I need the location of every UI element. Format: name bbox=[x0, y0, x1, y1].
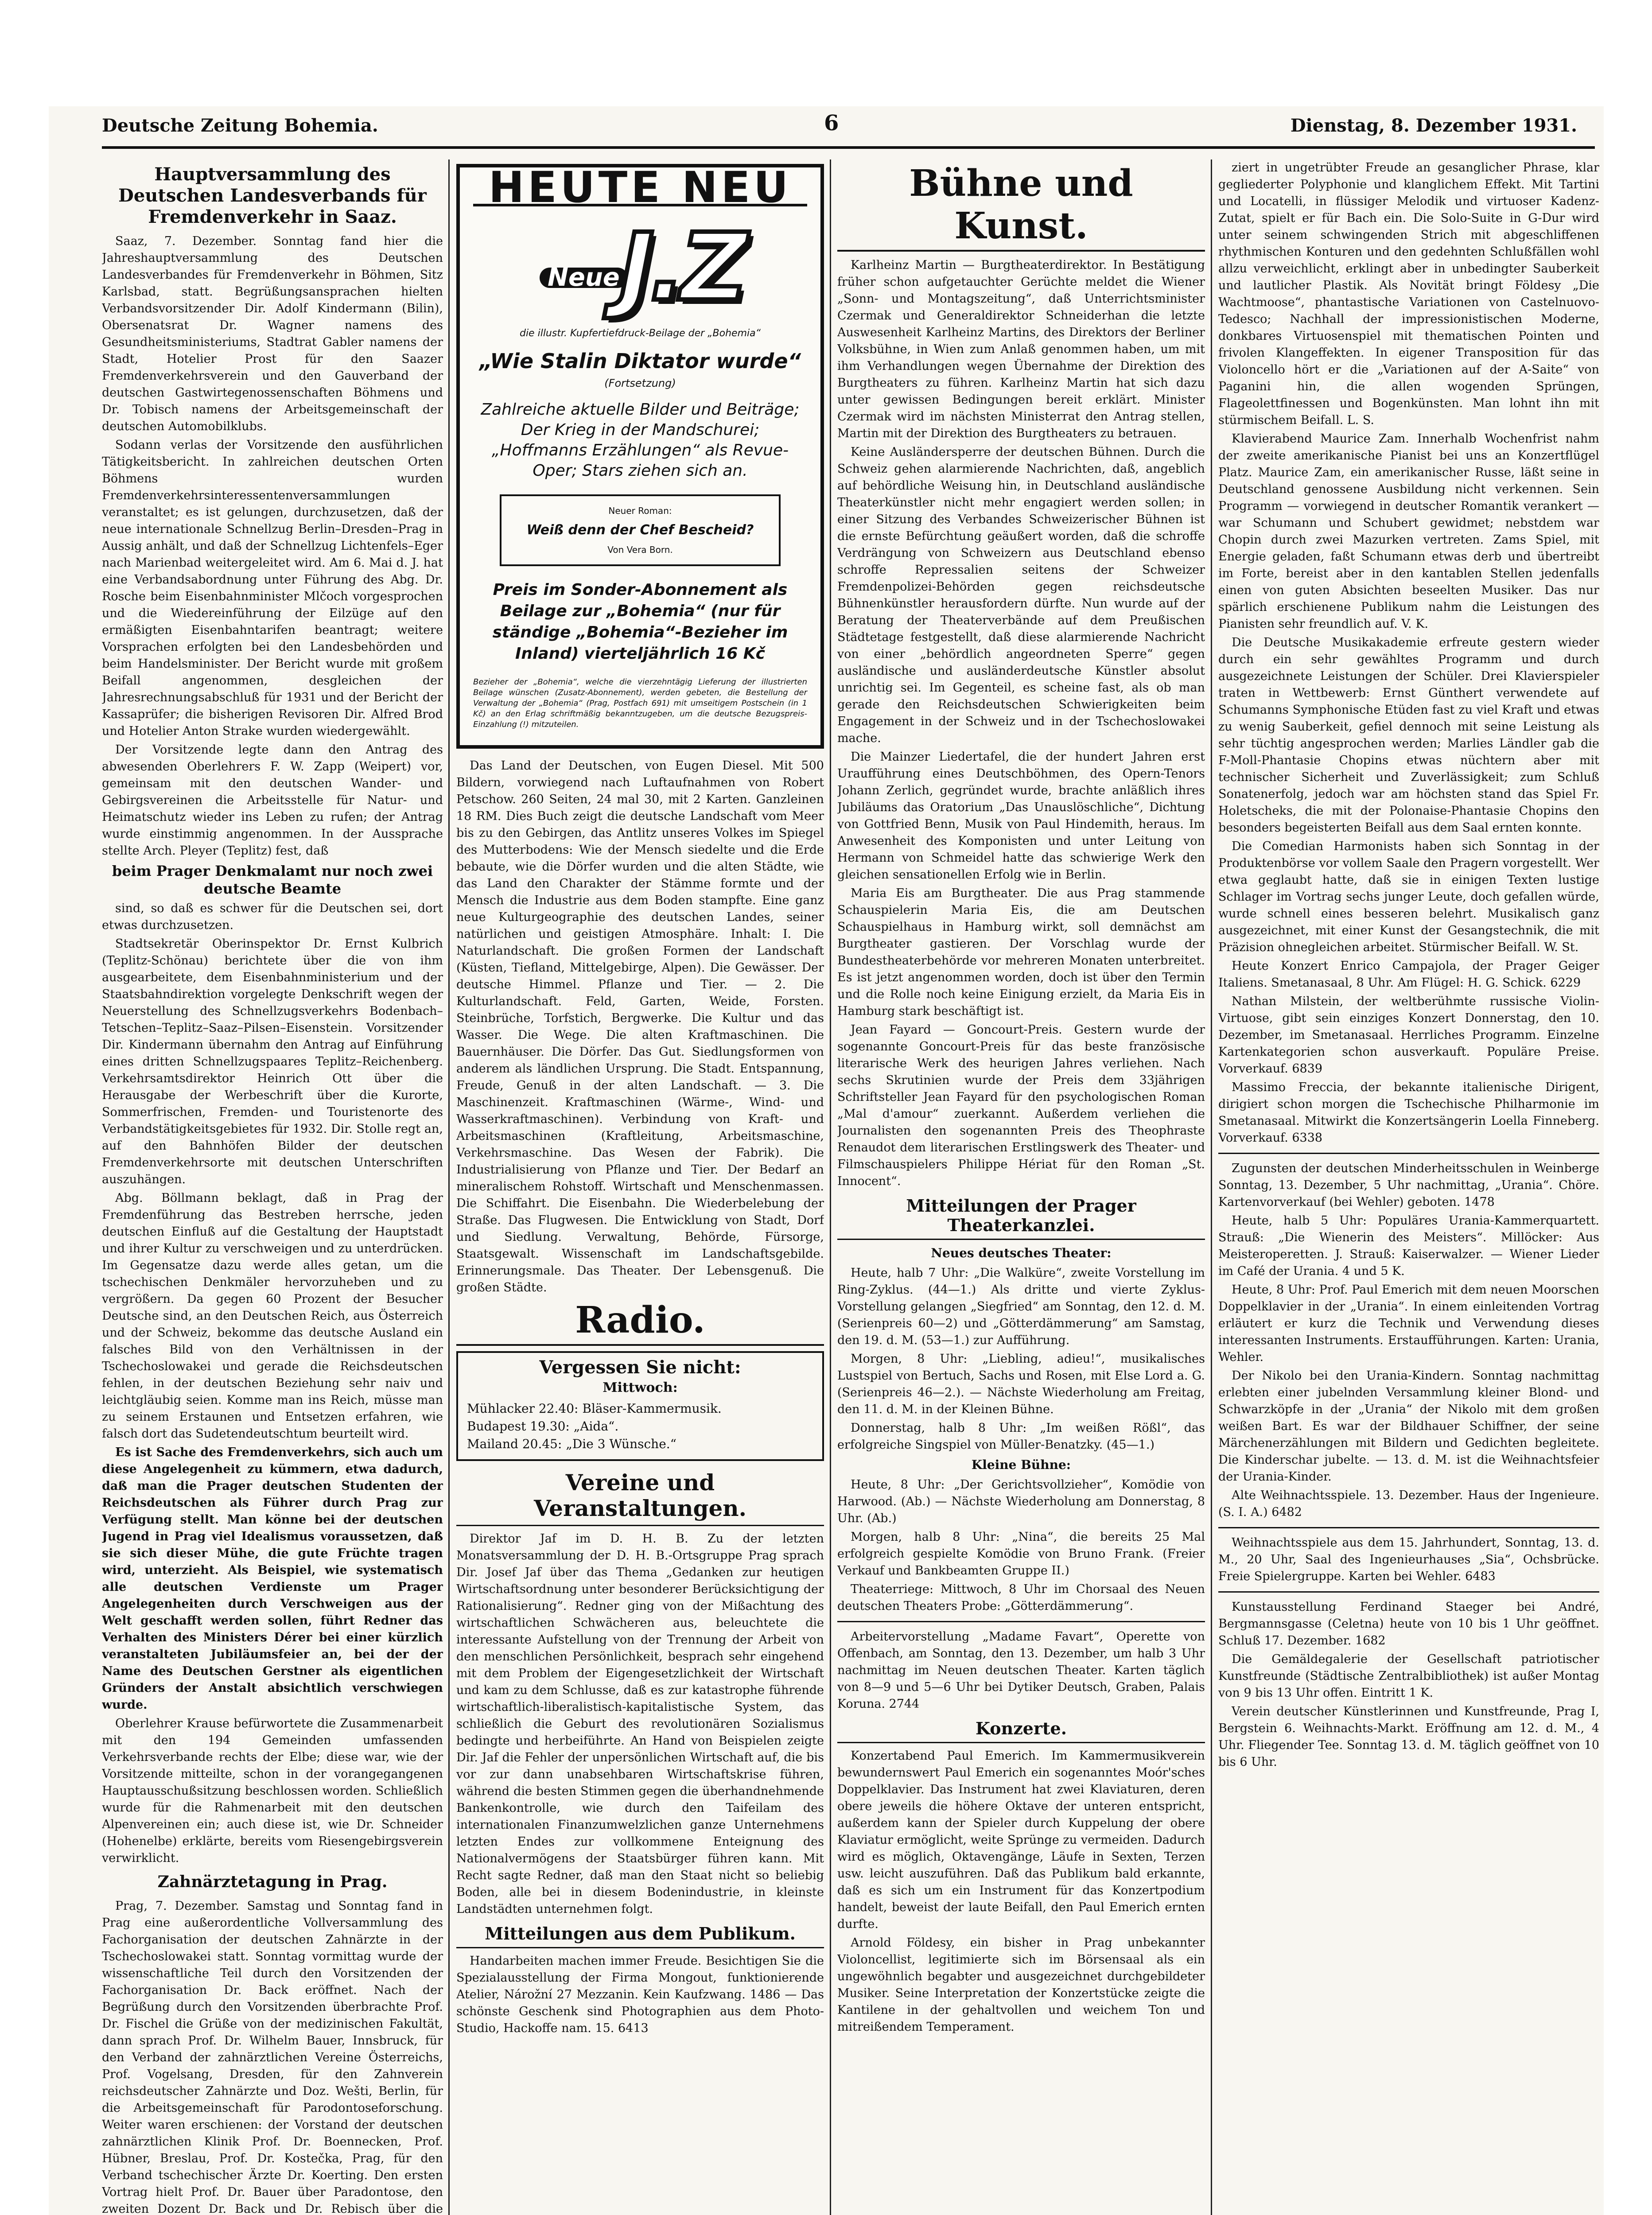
section-title-publikum: Mitteilungen aus dem Publikum. bbox=[456, 1924, 824, 1948]
article-paragraph: Heute, 8 Uhr: Prof. Paul Emerich mit dem neuen Moorschen Doppelklavier in der „Urania“. In einem einleitenden Vortrag erläutert er kurz die Technik und Verwendung dieses interessanten Instruments. Erstaufführungen. Karten: Urania, Wehler. bbox=[1218, 1283, 1599, 1364]
article-paragraph: Arbeitervorstellung „Madame Favart“, Operette von Offenbach, am Sonntag, den 13. Dezember, um halb 3 Uhr nachmittag im Neuen deutschen Theater. Karten täglich von 8—9 und 5—6 Uhr bei Dytiker Deutsch, Graben, Palais Koruna. 2744 bbox=[837, 1630, 1205, 1711]
article-paragraph: Massimo Freccia, der bekannte italienische Dirigent, dirigiert schon morgen die Tschechische Philharmonie im Smetanasaal. Mitwirkt die Konzertsängerin Loella Finneberg. Vorverkauf. 6338 bbox=[1218, 1080, 1599, 1145]
ad-body: Zahlreiche aktuelle Bilder und Beiträge; Der Krieg in der Mandschurei; „Hoffmanns Erzählungen“ als Revue-Oper; Stars ziehen sich an. bbox=[481, 400, 800, 480]
radio-item: Mailand 20.45: „Die 3 Wünsche.“ bbox=[467, 1437, 676, 1451]
article-paragraph: Die Gemäldegalerie der Gesellschaft patriotischer Kunstfreunde (Städtische Zentralbibliothek) ist außer Montag von 9 bis 13 Uhr offen. Eintritt 1 K. bbox=[1218, 1652, 1599, 1700]
article-subhead: beim Prager Denkmalamt nur noch zwei deutsche Beamte bbox=[112, 863, 433, 897]
column-rule bbox=[830, 159, 831, 2215]
article-paragraph: Direktor Jaf im D. H. B. Zu der letzten Monatsversammlung der D. H. B.-Ortsgruppe Prag sprach Dir. Josef Jaf über das Thema „Gedanken zur heutigen Wirtschaftsordnung unter besonderer Berücksichtigung der Rationalisierung“. Redner ging von der Mißachtung des wirtschaftlichen Schwächeren aus, beleuchtete die interessante Aufstellung von der Trennung der Arbeit von den menschlichen Persönlichkeit, besprach sehr eingehend mit dem Problem der Eigengesetzlichkeit der Wirtschaft und kam zu dem Schlusse, daß es zur katastrophe führende wirtschaftlich-liberalistisch-kapitalistische System, das schließlich die Geburt des revolutionären Sozialismus bedingte und herbeiführte. An Hand von Beispielen zeigte Dir. Jaf die Fehler der unpersönlichen Wirtschaft auf, die bis vor zur dann unabsehbaren Wirtschaftskrise führen, während die besten Stimmen gegen die überhandnehmende Bankenkontrolle, wie durch den Taifeilam des internationalen Finanzumwelzlichen ganze Unternehmens letzten Endes zur vollkommene Enteignung des Nationalvermögens der Staatsbürger führen kann. Mit Recht sagte Redner, daß man den Staat nicht so beliebig Boden, alle bei in diesem Bodenindustrie, in kleinste Landstädten unternehmen folgt. bbox=[456, 1532, 824, 1916]
section-title-buehne: Bühne und Kunst. bbox=[837, 162, 1205, 252]
logo-jz: J.Z bbox=[619, 213, 744, 322]
venue-heading: Neues deutsches Theater: bbox=[931, 1246, 1112, 1260]
article-paragraph: Die Deutsche Musikakademie erfreute gestern wieder durch ein sehr gewähltes Programm und durch ausgezeichnete Leistungen der Schüler. Drei Klavierspieler traten in Wettbewerb: Ernst Günthert verwendete auf Schumanns Symphonische Etüden fast zu viel Kraft und etwas zu wenig Sauberkeit, gefiel dennoch mit seine Leistung als sehr tüchtig angesprochen werden; Marlies Ländler gab die F-Moll-Phantasie Chopins etwas nüchtern aber mit technischer Sicherheit und Zuverlässigkeit; zum Schluß Sonatenerfolg, jedoch war am höchsten stand das Spiel Fr. Holetscheks, die mit der Polonaise-Phantasie Chopins den besonders begeisterten Beifall aus dem Saal ernten konnte. bbox=[1218, 636, 1599, 835]
article-paragraph: Keine Ausländersperre der deutschen Bühnen. Durch die Schweiz gehen alarmierende Nachrichten, daß, angeblich auf behördliche Weisung hin, in Deutschland ausländische Theaterkünstler nicht mehr engagiert werden sollen; in einer Sitzung des Verbandes Schweizerischer Bühnen ist die ernste Befürchtung geäußert worden, daß die schroffe Verdrängung von Schweizern aus Deutschland ebenso schroffe Repressalien seitens der Schweizer Fremdenpolizei-Behörden gegen reichsdeutsche Bühnenkünstler herausfordern dürfte. Nun wurde auf der Beratung der Theaterverbände auf dem Preußischen Städtetage festgestellt, daß diese alarmierende Nachricht von einer „behördlich angeordneten Sperre“ gegen ausländische und ausländerdeutsche Künstler absolut unrichtig sei. Im Gegenteil, es scheine fast, als ob man gerade den Reichsdeutschen Schwierigkeiten beim Engagement in der Schweiz und in der Tschechoslowakei mache. bbox=[837, 445, 1205, 745]
ad-novel-title: Weiß denn der Chef Bescheid? bbox=[526, 522, 754, 538]
article-paragraph: Handarbeiten machen immer Freude. Besichtigen Sie die Spezialausstellung der Firma Mongout, funktionierende Atelier, Nárožní 27 Mezzanin. Kein Kaufzwang. 1486 — Das schönste Geschenk sind Photographien aus dem Photo-Studio, Hackoffe nam. 15. 6413 bbox=[456, 1954, 824, 2035]
article-paragraph: Es ist Sache des Fremdenverkehrs, sich auch um diese Angelegenheit zu kümmern, etwa dadurch, daß man die Prager deutschen Studenten der Reichsdeutschen als Führer durch Prag zur Verfügung stellt. Man könne bei der deutschen Jugend in Prag viel Idealismus voraussetzen, daß sie sich dieser Mühe, die gute Früchte tragen wird, unterzieht. Als Beispiel, wie systematisch alle deutschen Verdienste um Prager Angelegenheiten durch Verschweigen aus der Welt geschafft werden sollen, führt Redner das Verhalten des Ministers Dérer bei einer kürzlich veranstalteten Jubiläumsfeier an, bei der der Name des Deutschen Gerstner als eigentlichen Gründers der Anstalt absichtlich verschwiegen wurde. bbox=[102, 1446, 443, 1712]
divider bbox=[837, 1621, 1205, 1622]
venue-heading: Kleine Bühne: bbox=[971, 1457, 1071, 1472]
jz-logo bbox=[473, 213, 807, 322]
section-title-radio: Radio. bbox=[456, 1299, 824, 1346]
article-paragraph: Der Nikolo bei den Urania-Kindern. Sonntag nachmittag erlebten einer jubelnden Versammlung kleiner Blond- und Schwarzköpfe in der „Urania“ der Nikolo mit dem großen weißen Bart. Es war der Bildhauer Schiffner, der seine Märchenerzählungen mit Bildern und Gedichten begleitete. Die Kinderschar jubelte. — 13. d. M. ist die Weihnachtsfeier der Urania-Kinder. bbox=[1218, 1369, 1599, 1484]
article-paragraph: Prag, 7. Dezember. Samstag und Sonntag fand in Prag eine außerordentliche Vollversammlung des Fachorganisation der deutschen Zahnärzte in der Tschechoslowakei statt. Sonntag vormittag wurde der wissenschaftliche Teil durch den Vorsitzenden der Fachorganisation Dr. Back eröffnet. Nach der Begrüßung durch den Vorsitzenden überbrachte Prof. Dr. Fischel die Grüße von der medizinischen Fakultät, dann sprach Prof. Dr. Wilhelm Bauer, Innsbruck, für den Verband der zahnärztlichen Vereine Österreichs, Prof. Vogelsang, Dresden, für den Zahnverein reichsdeutscher Zahnärzte und Doz. Wešti, Berlin, für die Arbeitsgemeinschaft für Parodontoseforschung. Weiter waren erschienen: der Vorstand der deutschen zahnärztlichen Klinik Prof. Dr. Boennecken, Prof. Hübner, Breslau, Prof. Dr. Kostečka, Prag, für den Verband tschechischer Ärzte Dr. Koerting. Den ersten Vortrag hielt Prof. Dr. Bauer über Paradontose, den zweiten Dozent Dr. Back und Dr. Rebisch über die bbox=[102, 1899, 443, 2215]
article-paragraph: Zugunsten der deutschen Minderheitsschulen in Weinberge Sonntag, 13. Dezember, 5 Uhr nachmittag, „Urania“. Chöre. Kartenvorverkauf (bei Wehler) geboten. 1478 bbox=[1218, 1162, 1599, 1209]
article-paragraph: Der Vorsitzende legte dann den Antrag des abwesenden Oberlehrers F. W. Zapp (Weipert) vor, gemeinsam mit den deutschen Wander- und Gebirgsvereinen die Arbeitsstelle für Natur- und Heimatschutz wieder ins Leben zu rufen; der Antrag wurde einstimmig angenommen. In der Aussprache stellte Arch. Pleyer (Teplitz) fest, daß bbox=[102, 743, 443, 858]
article-paragraph: Verein deutscher Künstlerinnen und Kunstfreunde, Prag I, Bergstein 6. Weihnachts-Markt. Eröffnung am 12. d. M., 4 Uhr. Fliegender Tee. Sonntag 13. d. M. täglich geöffnet von 10 bis 6 Uhr. bbox=[1218, 1705, 1599, 1769]
ad-fineprint: Bezieher der „Bohemia“, welche die vierzehntägig Lieferung der illustrierten Beilage wünschen (Zusatz-Abonnement), werden gebeten, die Bestellung der Verwaltung der „Bohemia“ (Prag, Postfach 691) mit umseitigem Postschein (in 1 Kč) an den Erlag schriftmäßig bekanntzugeben, um die deutsche Bezugspreis-Einzahlung (!) mitzuteilen. bbox=[473, 677, 807, 729]
article-paragraph: sind, so daß es schwer für die Deutschen sei, dort etwas durchzusetzen. bbox=[102, 902, 443, 932]
article-paragraph: Kunstausstellung Ferdinand Staeger bei André, Bergmannsgasse (Celetna) heute von 10 bis 1 Uhr geöffnet. Schluß 17. Dezember. 1682 bbox=[1218, 1600, 1599, 1648]
article-paragraph: Morgen, 8 Uhr: „Liebling, adieu!“, musikalisches Lustspiel von Bertuch, Sachs und Rosen, mit Else Lord a. G. (Serienpreis 46—2.). — Nächste Wiederholung am Freitag, den 11. d. M. in der Kleinen Bühne. bbox=[837, 1352, 1205, 1416]
ad-headline: „Wie Stalin Diktator wurde“ bbox=[479, 349, 801, 373]
issue-date: Dienstag, 8. Dezember 1931. bbox=[1290, 115, 1577, 136]
header-rule bbox=[102, 146, 1595, 149]
radio-box bbox=[456, 1351, 824, 1461]
column-4 bbox=[1218, 159, 1599, 2215]
article-paragraph: Konzertabend Paul Emerich. Im Kammermusikverein bewundernswert Paul Emerich ein sogenanntes Moór'sches Doppelklavier. Das Instrument hat zwei Klaviaturen, deren obere jeweils die höhere Oktave der unteren entspricht, außerdem kann der Spieler durch Kuppelung der obere Klaviatur ermöglicht, weite Sprünge zu vermeiden. Dadurch wird es möglich, Oktavengänge, Läufe in Sexten, Terzen usw. leicht auszuführen. Daß das Publikum bald erkannte, daß es sich um ein Instrument für das Konzertpodium handelt, beweist der laute Beifall, den Paul Emerich ernten durfte. bbox=[837, 1749, 1205, 1931]
article-headline: Hauptversammlung des Deutschen Landesverbands für Fremdenverkehr in Saaz. bbox=[118, 164, 427, 227]
ad-novel-box bbox=[500, 494, 781, 566]
article-paragraph: Maria Eis am Burgtheater. Die aus Prag stammende Schauspielerin Maria Eis, die am Deutschen Schauspielhaus in Hamburg wirkt, soll demnächst am Burgtheater gastieren. Der Vorschlag wurde der Bundestheaterbehörde vor mehreren Monaten unterbreitet. Es ist jetzt angenommen worden, doch ist über den Termin und die Rolle noch keine Einigung erzielt, da Maria Eis in Hamburg stark beschäftigt ist. bbox=[837, 886, 1205, 1018]
article-paragraph: Jean Fayard — Goncourt-Preis. Gestern wurde der sogenannte Goncourt-Preis für das beste französische literarische Werk des heurigen Jahres verliehen. Nach sechs Skrutinien wurde der Preis dem 33jährigen Schriftsteller Jean Fayard für den psychologischen Roman „Mal d'amour“ zuerkannt. Außerdem verliehen die Journalisten den sogenannten Preis des Theophraste Renaudot dem literarischen Erstlingswerk des Theater- und Filmschauspielers Philippe Hériat für den Roman „St. Innocent“. bbox=[837, 1023, 1205, 1188]
article-paragraph: ziert in ungetrübter Freude an gesanglicher Phrase, klar gegliederter Polyphonie und klanglichem Effekt. Mit Tartini und Locatelli, in flüssiger Melodik und virtuoser Kadenz-Zutat, spielt er für Bach ein. Die Solo-Suite in G-Dur wird unter seinem schwingenden Strich mit abgeschliffenen rhythmischen Konturen und den gedehnten Schlußfällen wohl allzu verweichlicht, erklingt aber in unbedingter Sauberkeit und lautlicher Plastik. Als Novität bringt Földesy „Die Wachtmoose“, phantastische Variationen von Castelnuovo-Tedesco; Nachhall der impressionistischen Moderne, donkbares Virtuosenspiel mit thematischen Pointen und frivolen Klangeffekten. In eigener Transposition für das Violoncello hört er die „Variationen auf der A-Saite“ von Paganini hin, die allen wogenden Sprüngen, Flageolettfinessen und Bogenkünsten. Man lohnt ihn mit stürmischem Beifall. L. S. bbox=[1218, 161, 1599, 427]
article-paragraph: Sodann verlas der Vorsitzende den ausführlichen Tätigkeitsbericht. In zahlreichen deutschen Orten Böhmens wurden Fremdenverkehrsinteressentenversammlungen veranstaltet; es ist gelungen, durchzusetzen, daß der neue internationale Schnellzug Berlin–Dresden–Prag in Aussig anhält, und daß der Schnellzug Lichtenfels–Eger nach Marienbad weitergeleitet wird. Am 6. Mai d. J. hat eine Verbandsabordnung unter Führung des Abg. Dr. Rosche beim Eisenbahnminister Mlčoch vorgesprochen und die Wiedereinführung der Eilzüge auf den ermäßigten Eisenbahntarifen beantragt; weitere Vorsprachen erfolgten bei den Landesbehörden und beim Handelsminister. Der Bericht wurde mit großem Beifall angenommen, desgleichen der Jahresrechnungsabschluß für 1931 und der Bericht der Kassaprüfer; die bisherigen Revisoren Dir. Alfred Brod und Hotelier Anton Strake wurden wiedergewählt. bbox=[102, 438, 443, 738]
masthead-title: Deutsche Zeitung Bohemia. bbox=[102, 115, 378, 136]
divider bbox=[1218, 1591, 1599, 1593]
ad-novel-author: Von Vera Born. bbox=[607, 544, 673, 555]
ad-continued: (Fortsetzung) bbox=[604, 377, 676, 389]
book-review: Das Land der Deutschen, von Eugen Diesel. Mit 500 Bildern, vorwiegend nach Luftaufnahmen von Robert Petschow. 260 Seiten, 24 mal 30, mit 2 Karten. Ganzleinen 18 RM. Dies Buch zeigt die deutsche Landschaft vom Meer bis zu den Gebirgen, das Antlitz unseres Volkes im Spiegel des Mutterbodens: Wie der Mensch siedelte und die Erde bebaute, wie die Dörfer wurden und die alten Städte, wie das Land den Charakter der Stämme formte und der Mensch die Industrie aus dem Boden stampfte. Eine ganz neue Kulturgeographie des deutschen Landes, seiner natürlichen und geistigen Atmosphäre. Inhalt: I. Die Naturlandschaft. Die großen Formen der Landschaft (Küsten, Tiefland, Mittelgebirge, Alpen). Die Gewässer. Der deutsche Himmel. Pflanze und Tier. — 2. Die Kulturlandschaft. Feld, Garten, Weide, Forsten. Steinbrüche, Torfstich, Bergwerke. Die Kultur und das Wasser. Die Wege. Die alten Kraftmaschinen. Die Bauernhäuser. Die Dörfer. Das Gut. Siedlungsformen von anderem als ländlichen Ursprung. Die Stadt. Entspannung, Freude, Genuß in der alten Landschaft. — 3. Die Maschinenzeit. Kraftmaschinen (Wärme-, Wind- und Wasserkraftmaschinen). Verbindung von Kraft- und Arbeitsmaschinen (Kraftleitung, Arbeitsmaschine, Verkehrsmaschine. Das Wesen der Fabrik). Die Industrialisierung von Pflanze und Tier. Der Bedarf an mineralischem Rohstoff. Wirtschaft und Menschenmassen. Die Schiffahrt. Die Eisenbahn. Die Wiederbelebung der Straße. Das Flugwesen. Die Entwicklung von Stadt, Dorf und Siedlung. Verwaltung, Behörde, Fürsorge, Staatsgewalt. Wissenschaft im Landschaftsgebilde. Erinnerungsmale. Das Theater. Der Lebensgenuß. Die großen Städte. bbox=[456, 759, 824, 1294]
ad-title: HEUTE NEU bbox=[473, 179, 807, 206]
column-3 bbox=[837, 159, 1205, 2215]
column-rule bbox=[1211, 159, 1212, 2215]
article-paragraph: Abg. Böllmann beklagt, daß in Prag der Fremdenführung das Bestreben herrsche, jeden deutschen Einfluß auf die Gestaltung der Hauptstadt und ihrer Kultur zu verschweigen und zu unterdrücken. Im Gegensatze dazu werde alles getan, um die tschechischen Denkmäler hervorzuheben und zu vergrößern. Da gegen 60 Prozent der Besucher Deutsche sind, an den Deutschen Reich, aus Österreich und der Schweiz, bekomme das deutsche Ausland ein falsches Bild von den Verhältnissen in der Tschechoslowakei und gerade die Reichsdeutschen fehlen, in der deutschen Beziehung sehr naiv und leichtgläubig seien. Komme man ins Reich, müsse man zu seinem Erstaunen und Entsetzen erfahren, wie falsch dort das Sudetendeutschtum beurteilt wird. bbox=[102, 1191, 443, 1441]
section-title-konzerte: Konzerte. bbox=[837, 1719, 1205, 1743]
article-paragraph: Heute, halb 5 Uhr: Populäres Urania-Kammerquartett. Strauß: „Die Wienerin des Meisters“. Millöcker: Aus Meisteroperetten. J. Strauß: Kaiserwalzer. — Wiener Lieder im Café der Urania. 4 und 5 K. bbox=[1218, 1214, 1599, 1278]
article-paragraph: Nathan Milstein, der weltberühmte russische Violin-Virtuose, gibt sein einziges Konzert Donnerstag, den 10. Dezember, im Smetanasaal. Herrliches Programm. Einzelne Kartenkategorien schon ausverkauft. Populäre Preise. Vorverkauf. 6839 bbox=[1218, 995, 1599, 1076]
section-title-theaterkanzlei: Mitteilungen der Prager Theaterkanzlei. bbox=[837, 1196, 1205, 1240]
ad-price: Preis im Sonder-Abonnement als Beilage zur „Bohemia“ (nur für ständige „Bohemia“-Bezieher im Inland) vierteljährlich 16 Kč bbox=[492, 581, 788, 663]
article-paragraph: Heute, 8 Uhr: „Der Gerichtsvollzieher“, Komödie von Harwood. (Ab.) — Nächste Wiederholung am Donnerstag, 8 Uhr. (Ab.) bbox=[837, 1478, 1205, 1525]
article-paragraph: Die Mainzer Liedertafel, die der hundert Jahren erst Uraufführung eines Deutschböhmen, des Opern-Tenors Johann Zerlich, gegründet wurde, brachte anläßlich ihres Jubiläums das Oratorium „Das Unauslöschliche“, Dichtung von Gottfried Benn, Musik von Paul Hindemith, heraus. Im Anwesenheit des Komponisten und unter Leitung von Hermann von Schmeidel hatte das schwierige Werk den gleichen sensationellen Erfolg wie in Berlin. bbox=[837, 750, 1205, 882]
article-headline: Zahnärztetagung in Prag. bbox=[157, 1873, 388, 1891]
article-paragraph: Alte Weihnachtsspiele. 13. Dezember. Haus der Ingenieure. (S. I. A.) 6482 bbox=[1218, 1488, 1599, 1519]
radio-day: Mittwoch: bbox=[602, 1380, 678, 1395]
radio-item: Budapest 19.30: „Aida“. bbox=[467, 1419, 619, 1434]
article-paragraph: Saaz, 7. Dezember. Sonntag fand hier die Jahreshauptversammlung des Deutschen Landesverbandes für Fremdenverkehr in Böhmen, Sitz Karlsbad, statt. Begrüßungsansprachen hielten Verbandsvorsitzender Dir. Adolf Kindermann (Bilin), Obersenatsrat Dr. Wagner namens des Gesundheitsministeriums, Stadtrat Gabler namens der Stadt, Hotelier Prost für den Saazer Fremdenverkehrsverein und den Gauverband der deutschen Gastwirtegenossenschaften Böhmens und Dr. Tobisch namens der Arbeitsgemeinschaft der deutschen Automobilklubs. bbox=[102, 234, 443, 433]
article-paragraph: Karlheinz Martin — Burgtheaterdirektor. In Bestätigung früher schon aufgetauchter Gerüchte meldet die Wiener „Sonn- und Montagszeitung“, daß Unterrichtsminister Czermak und Generaldirektor Schneiderhan die letzte Auswesenheit Karlheinz Martins, des Direktors der Berliner Volksbühne, in Wien zum Anlaß genommen haben, um mit ihm Verhandlungen wegen Übernahme der Direktion des Burgtheaters zu führen. Karlheinz Martin hat sich dazu unter gewissen Bedingungen bereit erklärt. Minister Czermak wird im nächsten Ministerrat den Antrag stellen, Martin mit der Direktion des Burgtheaters zu betrauen. bbox=[837, 258, 1205, 440]
radio-item: Mühlacker 22.40: Bläser-Kammermusik. bbox=[467, 1401, 722, 1416]
article-paragraph: Stadtsekretär Oberinspektor Dr. Ernst Kulbrich (Teplitz-Schönau) berichtete über die von ihm ausgearbeitete, dem Eisenbahnministerium und der Staatsbahndirektion vorgelegte Denkschrift wegen der Neuerstellung des Schnellzugsverkehrs Bodenbach–Tetschen–Teplitz–Saaz–Pilsen–Eisenstein. Vorsitzender Dir. Kindermann übernahm den Antrag auf Einführung eines dritten Schnellzugspaares Teplitz–Reichenberg. Verkehrsamtsdirektor Heinrich Ott über die Herausgabe der Werbeschrift über die Kurorte, Sommerfrischen, Fremden- und Touristenorte des Verbandstätigkeitsgebietes für 1932. Dir. Stolle regt an, auf den Bahnhöfen Bilder der deutschen Fremdenverkehrsorte mit deutschen Unterschriften auszuhängen. bbox=[102, 937, 443, 1186]
article-paragraph: Klavierabend Maurice Zam. Innerhalb Wochenfrist nahm der zweite amerikanische Pianist bei uns an Konzertflügel Platz. Maurice Zam, ein amerikanischer Russe, läßt seine in Deutschland genossene Ausbildung nicht verkennen. Sein Programm — vorwiegend in deutscher Romantik verankert — war Schumann und Schubert gewidmet; nebstdem war Chopin durch zwei Mazurken vertreten. Zams Spiel, mit Energie geladen, faßt Schumann etwas derb und übertreibt im Forte, bereist aber in den kantablen Stellen jedenfalls einen von guten Absichten beseelten Musiker. Das nur spärlich erschienene Publikum nahm die Leistungen des Pianisten sehr freundlich auf. V. K. bbox=[1218, 432, 1599, 631]
ad-tagline: die illustr. Kupfertiefdruck-Beilage der „Bohemia“ bbox=[519, 328, 761, 339]
divider bbox=[1218, 1153, 1599, 1154]
advertisement bbox=[456, 164, 824, 749]
logo-neue: Neue bbox=[540, 268, 628, 288]
running-head bbox=[49, 111, 1604, 142]
page-number: 6 bbox=[824, 111, 839, 136]
column-1 bbox=[102, 159, 443, 2215]
article-paragraph: Heute, halb 7 Uhr: „Die Walküre“, zweite Vorstellung im Ring-Zyklus. (44—1.) Als dritte und vierte Zyklus-Vorstellung gelangen „Siegfried“ am Sonntag, den 12. d. M. (Serienpreis 60—2) und „Götterdämmerung“ am Samstag, den 19. d. M. (53—1.) zur Aufführung. bbox=[837, 1266, 1205, 1347]
article-paragraph: Donnerstag, halb 8 Uhr: „Im weißen Rößl“, das erfolgreiche Singspiel von Müller-Benatzky. (45—1.) bbox=[837, 1421, 1205, 1452]
article-paragraph: Oberlehrer Krause befürwortete die Zusammenarbeit mit den 194 Gemeinden umfassenden Verkehrsverbande rechts der Elbe; diese war, wie der Vorsitzende mitteilte, schon in der vorangegangenen Hauptausschußsitzung beschlossen worden. Schließlich wurde für die Rahmenarbeit mit den deutschen Alpenvereinen ein; auch diese ist, wie Dr. Schneider (Hohenelbe) erklärte, bereits vom Riesengebirgsverein verwirklicht. bbox=[102, 1717, 443, 1865]
radio-box-title: Vergessen Sie nicht: bbox=[539, 1357, 741, 1378]
article-paragraph: Arnold Földesy, ein bisher in Prag unbekannter Violoncellist, legitimierte sich im Börsensaal als ein ungewöhnlich begabter und ausgezeichnet durchgebildeter Musiker. Seine Interpretation der Konzertstücke zeigte die Kantilene in der gehaltvollen und weichem Ton und mitreißendem Temperament. bbox=[837, 1936, 1205, 2034]
article-paragraph: Theaterriege: Mittwoch, 8 Uhr im Chorsaal des Neuen deutschen Theaters Probe: „Götterdämmerung“. bbox=[837, 1582, 1205, 1613]
article-paragraph: Weihnachtsspiele aus dem 15. Jahrhundert, Sonntag, 13. d. M., 20 Uhr, Saal des Ingenieurhauses „Sia“, Ochsbrücke. Freie Spielergruppe. Karten bei Wehler. 6483 bbox=[1218, 1536, 1599, 1583]
article-paragraph: Die Comedian Harmonists haben sich Sonntag in der Produktenbörse vor vollem Saale den Pragern vorgestellt. Wer etwa geglaubt hatte, daß sie in einigen Texten lustige Schlager im Vortrag sechs junger Leute, doch gefallen würde, wurde schnell eines besseren belehrt. Musikalisch ganz ausgezeichnet, mit einer Kunst der Gesangstechnik, die mit Präzision ohnegleichen arbeitet. Stürmischer Beifall. W. St. bbox=[1218, 839, 1599, 954]
divider bbox=[1218, 1527, 1599, 1528]
column-2 bbox=[456, 159, 824, 2215]
ad-novel-kicker: Neuer Roman: bbox=[608, 505, 672, 516]
article-paragraph: Morgen, halb 8 Uhr: „Nina“, die bereits 25 Mal erfolgreich gespielte Komödie von Bruno Frank. (Freier Verkauf und Bankbeamten Gruppe II.) bbox=[837, 1530, 1205, 1578]
column-rule bbox=[448, 159, 450, 2215]
section-title-vereine: Vereine und Veranstaltungen. bbox=[456, 1470, 824, 1526]
article-paragraph: Heute Konzert Enrico Campajola, der Prager Geiger Italiens. Smetanasaal, 8 Uhr. Am Flügel: H. G. Schick. 6229 bbox=[1218, 959, 1599, 990]
